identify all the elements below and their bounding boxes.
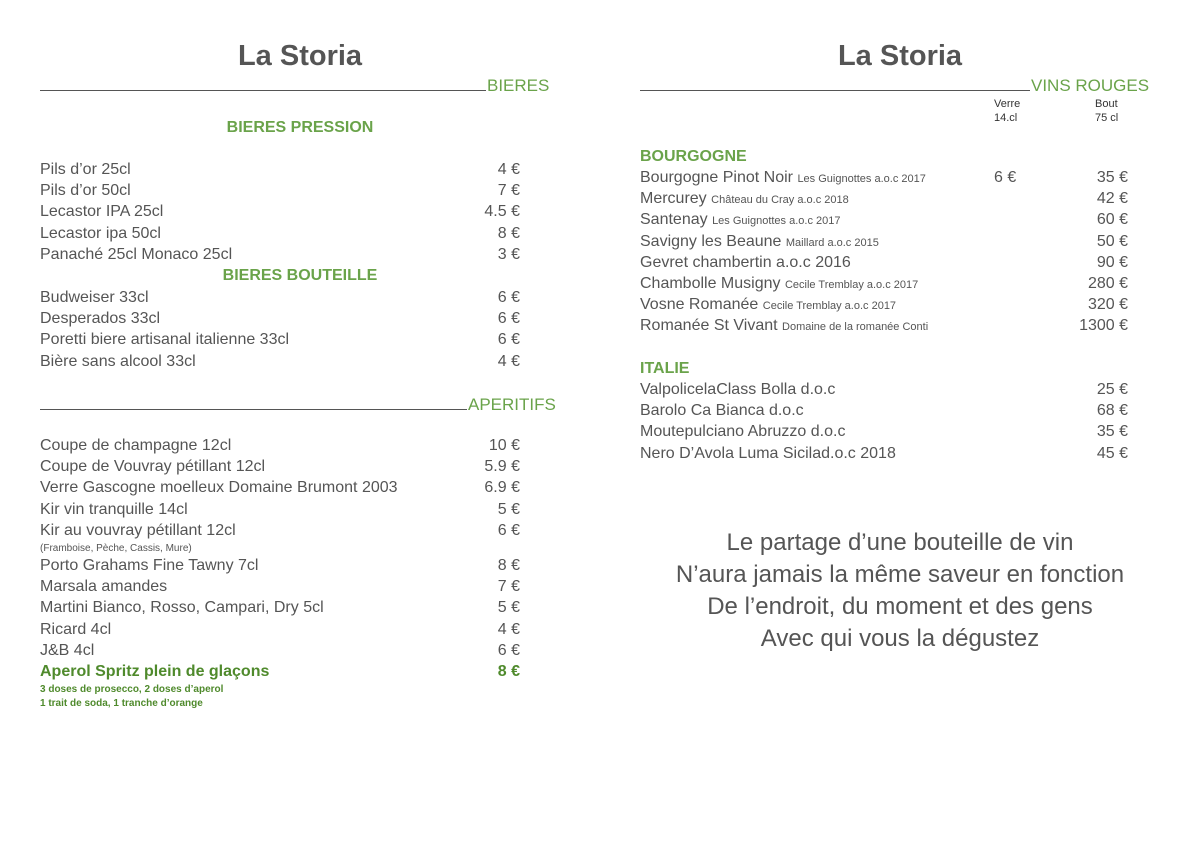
item-price: 4 € <box>497 352 520 370</box>
item-price: 4 € <box>497 620 520 638</box>
item-price: 25 € <box>1096 381 1128 398</box>
item-name <box>640 296 896 314</box>
menu-row <box>40 599 520 620</box>
menu-row <box>40 353 520 374</box>
item-price: 35 € <box>1096 423 1128 441</box>
item-price: 4 € <box>497 161 520 178</box>
item-name <box>40 182 131 200</box>
quote-line: N’aura jamais la même saveur en fonction <box>675 561 1125 588</box>
restaurant-title: La Storia <box>837 40 963 72</box>
item-label: Chambolle Musigny <box>640 275 781 292</box>
item-name <box>40 458 265 476</box>
item-label: Santenay <box>640 211 708 229</box>
item-name <box>40 578 167 596</box>
item-label: Lecastor IPA 25cl <box>40 203 164 221</box>
item-name <box>40 225 161 243</box>
item-name <box>40 289 149 307</box>
item-label: Marsala amandes <box>40 578 168 596</box>
menu-row <box>640 275 1140 296</box>
item-name <box>640 233 879 251</box>
item-name <box>40 599 324 617</box>
item-price: 3 € <box>497 245 520 263</box>
item-name <box>640 211 841 229</box>
item-label: Coupe de Vouvray pétillant 12cl <box>40 458 266 476</box>
item-name <box>640 275 918 293</box>
item-label: Vosne Romanée <box>640 296 759 314</box>
right-page <box>600 0 1200 848</box>
item-label: Savigny les Beaune <box>640 232 782 250</box>
section-vins-rouges <box>640 76 1149 96</box>
item-price: 7 € <box>497 578 520 596</box>
menu-row <box>640 317 1140 338</box>
quote-line: De l’endroit, du moment et des gens <box>707 593 1093 620</box>
item-price: 320 € <box>1087 296 1128 314</box>
item-price: 42 € <box>1096 190 1128 208</box>
item-price: 60 € <box>1096 211 1128 229</box>
item-price: 5 € <box>497 500 520 518</box>
quote-line: Avec qui vous la dégustez <box>760 625 1040 652</box>
section-bieres <box>40 76 549 96</box>
item-name <box>40 161 131 179</box>
item-price: 1300 € <box>1079 317 1128 335</box>
restaurant-title: La Storia <box>237 40 363 72</box>
wine-quote <box>640 527 1160 655</box>
item-price: 6 € <box>497 641 520 659</box>
menu-row <box>40 557 520 578</box>
item-label: Nero D’Avola Luma Sicilad.o.c 2018 <box>640 444 896 462</box>
subhead-bourgogne: BOURGOGNE <box>640 148 747 165</box>
item-note: Cecile Tremblay a.o.c 2017 <box>784 279 919 291</box>
item-price: 6 € <box>497 331 520 349</box>
item-price: 6 € <box>497 310 520 328</box>
item-note: Les Guignottes a.o.c 2017 <box>712 215 841 228</box>
item-label: Pils d’or 50cl <box>40 182 131 200</box>
item-label: Panaché 25cl Monaco 25cl <box>40 245 233 263</box>
item-label: Coupe de champagne 12cl <box>40 437 232 454</box>
section-bieres-label: BIERES <box>487 76 550 95</box>
item-label: Lecastor ipa 50cl <box>40 224 161 242</box>
item-price: 6 € <box>497 521 520 539</box>
item-label: Martini Bianco, Rosso, Campari, Dry 5cl <box>40 599 324 617</box>
menu-row <box>640 296 1140 317</box>
item-price: 5.9 € <box>484 458 520 476</box>
menu-row <box>40 458 520 479</box>
item-price: 45 € <box>1096 444 1128 462</box>
subhead-bieres-bouteille: BIERES BOUTEILLE <box>222 267 378 284</box>
menu-row <box>40 522 520 543</box>
section-vins-rouges-label: VINS ROUGES <box>1031 76 1150 95</box>
item-label: Verre Gascogne moelleux Domaine Brumont 2003 <box>40 479 398 497</box>
item-price: 68 € <box>1096 402 1128 420</box>
item-price: 7 € <box>497 182 520 200</box>
item-name <box>40 522 236 540</box>
section-rule <box>640 76 1030 91</box>
item-name: Aperol Spritz plein de glaçons <box>40 663 270 680</box>
special-note-1: 3 doses de prosecco, 2 doses d’aperol <box>40 684 224 695</box>
section-rule <box>40 395 467 410</box>
menu-row <box>640 402 1140 423</box>
item-label: Desperados 33cl <box>40 310 161 328</box>
menu-row <box>40 182 520 203</box>
item-label: Pils d’or 25cl <box>40 161 131 178</box>
item-label: Kir vin tranquille 14cl <box>40 500 188 518</box>
col-bout-size: 75 cl <box>1095 112 1119 124</box>
item-price: 90 € <box>1096 253 1128 271</box>
item-label: Ricard 4cl <box>40 620 112 638</box>
item-label: Gevret chambertin a.o.c 2016 <box>640 253 851 271</box>
item-name <box>40 479 398 497</box>
item-name <box>40 353 196 371</box>
item-name <box>40 642 94 660</box>
item-note: Domaine de la romanée Conti <box>782 321 929 334</box>
menu-row <box>40 310 520 331</box>
item-name <box>640 190 849 208</box>
item-label: Poretti biere artisanal italienne 33cl <box>40 331 290 349</box>
item-label: ValpolicelaClass Bolla d.o.c <box>640 381 836 398</box>
menu-row <box>40 203 520 224</box>
item-name <box>640 423 845 441</box>
item-label: Romanée St Vivant <box>640 317 778 335</box>
section-aperitifs-label: APERITIFS <box>468 395 556 414</box>
menu-row <box>40 246 520 267</box>
item-name <box>40 310 160 328</box>
item-label: Budweiser 33cl <box>40 289 149 306</box>
menu-row-special <box>40 663 520 684</box>
quote-line: Le partage d’une bouteille de vin <box>726 529 1074 556</box>
menu-row <box>40 161 520 182</box>
item-price: 6.9 € <box>484 479 520 497</box>
item-name <box>40 437 231 455</box>
item-price: 35 € <box>1096 169 1128 186</box>
item-name <box>640 381 835 399</box>
menu-row <box>40 621 520 642</box>
item-name <box>640 317 928 335</box>
item-name <box>640 402 804 420</box>
item-note: Château du Cray a.o.c 2018 <box>711 194 849 207</box>
item-name <box>40 203 163 221</box>
menu-row <box>40 437 520 458</box>
special-note-2: 1 trait de soda, 1 tranche d’orange <box>40 698 203 709</box>
item-name <box>640 254 851 272</box>
menu-row <box>40 578 520 599</box>
item-name <box>640 445 896 463</box>
menu-row <box>640 381 1140 402</box>
menu-row <box>40 501 520 522</box>
menu-row <box>40 642 520 663</box>
subhead-italie: ITALIE <box>640 360 690 377</box>
subhead-bieres-pression: BIERES PRESSION <box>226 119 374 136</box>
item-name <box>640 169 926 187</box>
menu-row <box>640 233 1140 254</box>
item-name <box>40 621 111 639</box>
menu-row <box>640 445 1140 466</box>
menu-row <box>40 479 520 500</box>
item-name <box>40 557 258 575</box>
item-label: Bourgogne Pinot Noir <box>640 169 793 186</box>
item-price: 8 € <box>497 224 520 242</box>
item-note: Cecile Tremblay a.o.c 2017 <box>762 300 897 313</box>
item-label: Porto Grahams Fine Tawny 7cl <box>40 557 259 574</box>
item-name <box>40 331 289 349</box>
item-price: 280 € <box>1087 275 1128 292</box>
item-label: Barolo Ca Bianca d.o.c <box>640 402 804 420</box>
menu-row <box>640 254 1140 275</box>
item-label: Kir au vouvray pétillant 12cl <box>40 521 236 539</box>
col-verre-size: 14.cl <box>994 112 1018 124</box>
item-price: 50 € <box>1096 232 1128 250</box>
menu-row <box>640 211 1140 232</box>
item-price: 8 € <box>497 663 520 680</box>
item-verre-price: 6 € <box>994 169 1017 186</box>
column-header-verre <box>994 97 1020 125</box>
section-rule <box>40 76 486 91</box>
item-label: Mercurey <box>640 190 707 208</box>
menu-row <box>640 190 1140 211</box>
menu-row <box>40 331 520 352</box>
item-price: 6 € <box>497 289 520 306</box>
item-label: J&B 4cl <box>40 641 95 659</box>
item-name <box>40 501 188 519</box>
column-header-bout <box>1095 97 1118 125</box>
menu-row <box>640 169 1140 190</box>
menu-row <box>40 225 520 246</box>
menu-row <box>640 423 1140 444</box>
item-price: 5 € <box>497 599 520 617</box>
menu-row <box>40 289 520 310</box>
item-price: 8 € <box>497 557 520 574</box>
section-aperitifs <box>40 395 556 415</box>
item-price: 10 € <box>488 437 520 454</box>
item-label: Moutepulciano Abruzzo d.o.c <box>640 423 846 441</box>
col-bout-label: Bout <box>1095 98 1118 110</box>
item-note: Les Guignottes a.o.c 2017 <box>797 173 926 185</box>
col-verre-label: Verre <box>994 98 1021 110</box>
item-note: Maillard a.o.c 2015 <box>785 236 879 249</box>
kir-note: (Framboise, Pèche, Cassis, Mure) <box>40 543 192 554</box>
item-name <box>40 246 232 264</box>
item-label: Bière sans alcool 33cl <box>40 352 196 370</box>
item-price: 4.5 € <box>484 203 520 221</box>
